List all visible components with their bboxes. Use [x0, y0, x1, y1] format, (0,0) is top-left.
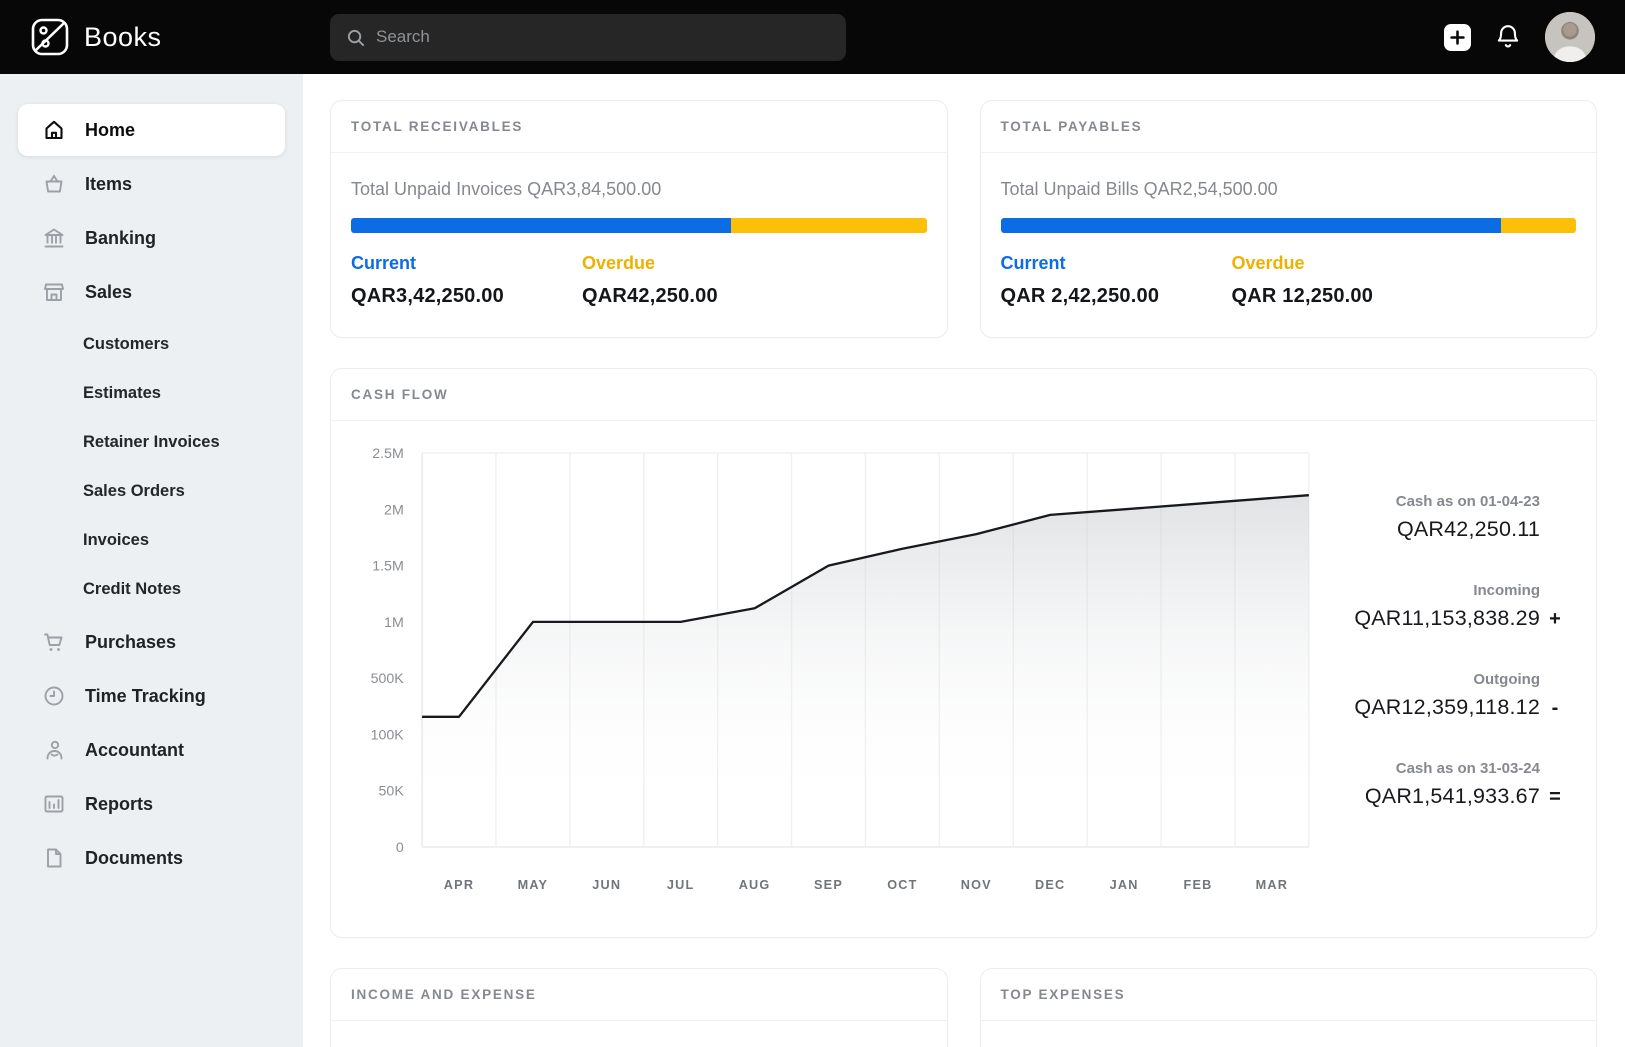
quick-add-button[interactable] [1444, 24, 1471, 51]
svg-text:SEP: SEP [814, 878, 844, 892]
overdue-label: Overdue [582, 253, 656, 273]
current-label: Current [351, 253, 417, 273]
svg-text:1.5M: 1.5M [372, 557, 404, 574]
minus-op: - [1551, 697, 1559, 719]
sidebar-item-label: Reports [85, 793, 154, 814]
card-title: INCOME AND EXPENSE [351, 987, 537, 1002]
svg-text:1M: 1M [384, 613, 404, 630]
equals-op: = [1549, 786, 1561, 808]
sidebar-item-label: Customers [83, 335, 170, 353]
sidebar-item-label: Estimates [83, 384, 161, 402]
sidebar-item-reports[interactable] [18, 778, 285, 830]
home-icon [42, 118, 66, 142]
sidebar-item-invoices[interactable] [18, 516, 285, 565]
svg-text:50K: 50K [378, 782, 404, 799]
sidebar-item-customers[interactable] [18, 320, 285, 369]
svg-text:JUN: JUN [592, 878, 622, 892]
document-icon [42, 846, 66, 870]
search-box[interactable] [330, 14, 846, 61]
card-title: TOP EXPENSES [1000, 987, 1126, 1002]
overdue-label: Overdue [1231, 253, 1305, 273]
sidebar-item-label: Banking [85, 227, 157, 248]
total-receivables-card [330, 100, 948, 338]
top-expenses-card [980, 968, 1598, 1047]
svg-text:2.5M: 2.5M [372, 445, 404, 461]
bank-icon [42, 226, 66, 250]
income-and-expense-card [330, 968, 948, 1047]
current-amount: QAR 2,42,250.00 [1000, 285, 1160, 307]
sidebar-item-sales[interactable] [18, 266, 285, 318]
sidebar-item-label: Credit Notes [83, 580, 182, 598]
sidebar-item-home[interactable] [18, 104, 285, 156]
incoming-stat: Incoming QAR11,153,838.29 + [1318, 582, 1570, 631]
sidebar-item-banking[interactable] [18, 212, 285, 264]
sidebar-item-accountant[interactable] [18, 724, 285, 776]
receivables-bar-current [351, 218, 731, 233]
clock-icon [42, 684, 66, 708]
svg-text:OCT: OCT [887, 878, 918, 892]
bell-icon [1495, 23, 1521, 51]
sidebar-item-label: Home [85, 119, 136, 140]
app-name: Books [84, 21, 162, 52]
card-title: CASH FLOW [351, 387, 449, 402]
svg-text:NOV: NOV [960, 878, 992, 892]
avatar-image [1545, 12, 1595, 62]
outgoing-value: QAR12,359,118.12 [1354, 695, 1540, 719]
svg-text:APR: APR [443, 878, 475, 892]
svg-text:AUG: AUG [738, 878, 771, 892]
sidebar-item-time-tracking[interactable] [18, 670, 285, 722]
sidebar-item-label: Sales Orders [83, 482, 185, 500]
overdue-amount: QAR 12,250.00 [1231, 285, 1374, 307]
topbar [0, 0, 1625, 74]
sidebar-item-items[interactable] [18, 158, 285, 210]
plus-op: + [1549, 608, 1561, 630]
svg-text:DEC: DEC [1035, 878, 1066, 892]
notifications-button[interactable] [1495, 23, 1521, 51]
card-title: TOTAL RECEIVABLES [351, 119, 524, 134]
bar-chart-icon [42, 792, 66, 816]
sidebar [0, 74, 303, 1047]
sidebar-item-label: Invoices [83, 531, 150, 549]
unpaid-invoices-summary: Total Unpaid Invoices QAR3,84,500.00 [351, 179, 662, 199]
cash-close-stat: Cash as on 31-03-24 QAR1,541,933.67 = [1318, 760, 1570, 809]
payables-bar-current [1001, 218, 1502, 233]
current-amount: QAR3,42,250.00 [351, 285, 504, 307]
search-icon [346, 28, 365, 47]
cash-flow-card [330, 368, 1597, 938]
svg-text:2M: 2M [384, 501, 404, 518]
sidebar-item-label: Time Tracking [85, 685, 206, 706]
incoming-value: QAR11,153,838.29 [1354, 606, 1540, 630]
plus-icon [1450, 30, 1465, 45]
person-icon [42, 738, 66, 762]
svg-text:MAY: MAY [517, 878, 549, 892]
sidebar-item-purchases[interactable] [18, 616, 285, 668]
svg-text:500K: 500K [370, 670, 404, 687]
sidebar-item-credit-notes[interactable] [18, 565, 285, 614]
current-label: Current [1000, 253, 1066, 273]
cash-flow-chart [349, 437, 1318, 915]
cart-icon [42, 630, 66, 654]
cash-close-value: QAR1,541,933.67 [1364, 784, 1540, 808]
basket-icon [42, 172, 66, 196]
main-content [303, 74, 1625, 1047]
sidebar-item-label: Purchases [85, 631, 177, 652]
sidebar-item-label: Items [85, 173, 133, 194]
receivables-progress-bar [351, 218, 927, 233]
sidebar-item-retainer-invoices[interactable] [18, 418, 285, 467]
cash-flow-chart-svg [349, 437, 1318, 915]
svg-text:100K: 100K [370, 726, 404, 743]
avatar[interactable] [1545, 12, 1595, 62]
sidebar-item-documents[interactable] [18, 832, 285, 884]
app-logo [0, 17, 330, 57]
card-title: TOTAL PAYABLES [1000, 119, 1143, 134]
sidebar-item-label: Retainer Invoices [83, 433, 220, 451]
sidebar-item-label: Sales [85, 281, 133, 302]
sidebar-item-label: Accountant [85, 739, 184, 760]
sidebar-item-label: Documents [85, 847, 184, 868]
payables-progress-bar [1001, 218, 1577, 233]
cash-open-stat: Cash as on 01-04-23 QAR42,250.11 [1395, 493, 1540, 541]
svg-text:MAR: MAR [1255, 878, 1289, 892]
svg-text:0: 0 [395, 839, 404, 855]
cash-flow-stats [1318, 437, 1570, 915]
search-input[interactable] [376, 27, 830, 47]
outgoing-stat: Outgoing QAR12,359,118.12 - [1318, 671, 1570, 720]
total-payables-card [980, 100, 1598, 338]
cash-open-value: QAR42,250.11 [1396, 517, 1540, 541]
store-icon [42, 280, 66, 304]
svg-text:JUL: JUL [666, 878, 695, 892]
svg-text:JAN: JAN [1109, 878, 1139, 892]
unpaid-bills-summary: Total Unpaid Bills QAR2,54,500.00 [1000, 179, 1278, 199]
sidebar-item-estimates[interactable] [18, 369, 285, 418]
svg-text:FEB: FEB [1183, 878, 1213, 892]
sidebar-item-sales-orders[interactable] [18, 467, 285, 516]
books-logo-icon [30, 17, 70, 57]
overdue-amount: QAR42,250.00 [582, 285, 718, 307]
